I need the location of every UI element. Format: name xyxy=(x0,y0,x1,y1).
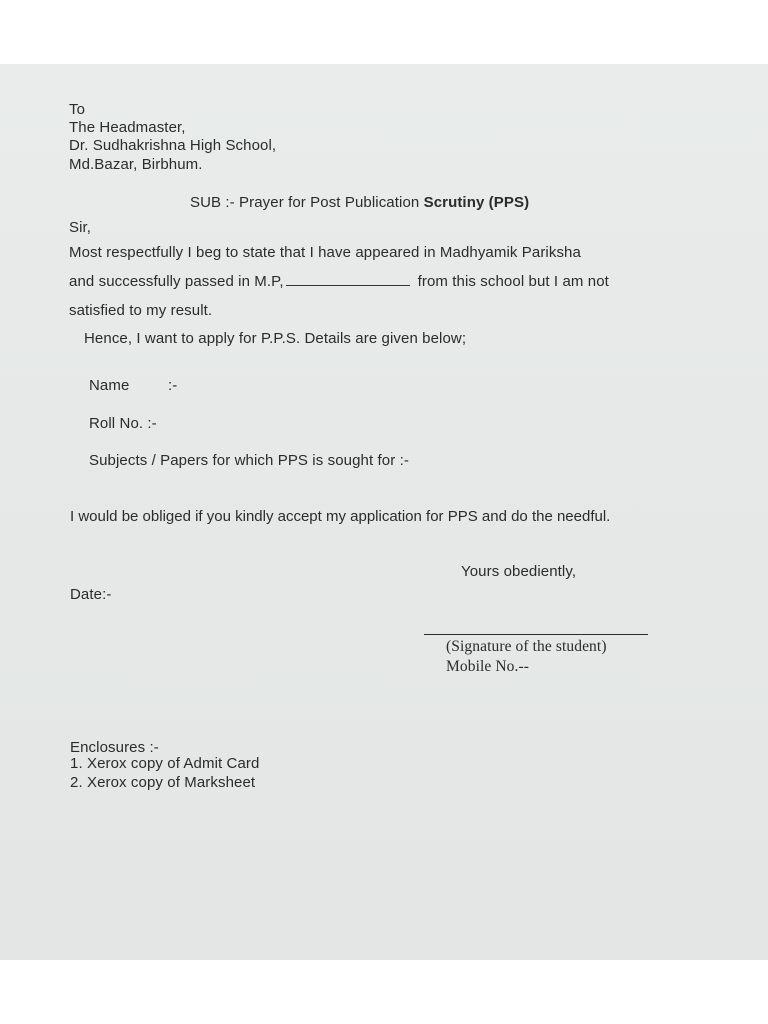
subject-line xyxy=(190,194,529,212)
yours-obediently: Yours obediently, xyxy=(461,563,577,580)
body-line-2-before: and successfully passed in M.P, xyxy=(69,273,284,290)
address-line-2: Dr. Sudhakrishna High School, xyxy=(69,137,277,154)
body-line-1: Most respectfully I beg to state that I have appeared in Madhyamik Pariksha xyxy=(69,244,581,261)
signature-label: (Signature of the student) xyxy=(446,638,607,655)
enclosures-title: Enclosures :- xyxy=(70,739,159,756)
closing-request: I would be obliged if you kindly accept my application for PPS and do the needful. xyxy=(70,508,611,525)
roll-label: Roll No. :- xyxy=(89,415,157,432)
address-to: To xyxy=(69,101,86,118)
enclosure-item-2: 2. Xerox copy of Marksheet xyxy=(70,774,256,791)
body-line-3: satisfied to my result. xyxy=(69,302,213,319)
body-line-2-after: from this school but I am not xyxy=(417,273,609,290)
subjects-label: Subjects / Papers for which PPS is sought for :- xyxy=(89,452,409,469)
salutation: Sir, xyxy=(69,219,92,236)
subject-prefix: SUB :- Prayer for Post Publication xyxy=(190,194,424,211)
date-label: Date:- xyxy=(70,586,112,603)
pass-year-blank xyxy=(286,273,410,286)
name-label: Name xyxy=(89,377,130,394)
enclosure-item-1: 1. Xerox copy of Admit Card xyxy=(70,755,260,772)
address-line-3: Md.Bazar, Birbhum. xyxy=(69,156,203,173)
name-separator: :- xyxy=(168,377,178,394)
address-line-1: The Headmaster, xyxy=(69,119,186,136)
signature-line xyxy=(424,634,648,635)
body-line-4: Hence, I want to apply for P.P.S. Details are given below; xyxy=(84,330,467,347)
subject-emphasis: Scrutiny (PPS) xyxy=(423,194,530,211)
body-line-2 xyxy=(69,273,609,291)
mobile-label: Mobile No.-- xyxy=(446,658,529,675)
